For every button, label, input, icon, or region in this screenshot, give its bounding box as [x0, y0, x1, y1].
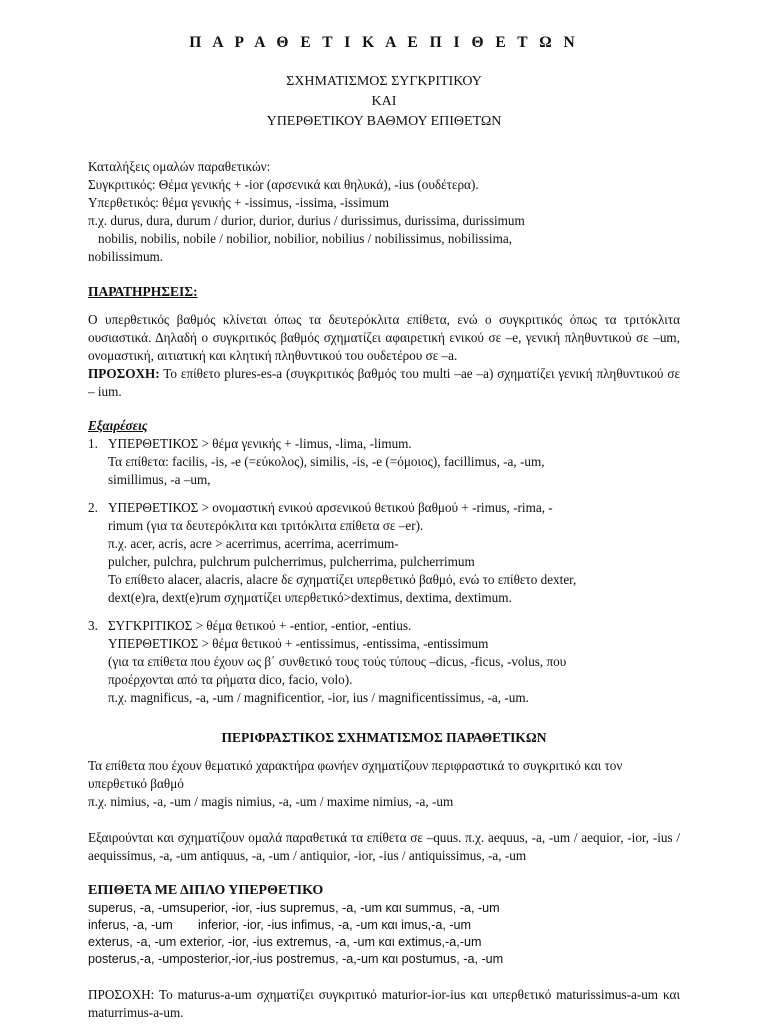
exception-item-2 [88, 499, 680, 607]
subtitle-line-2: ΚΑΙ [371, 94, 397, 109]
remarks-heading: ΠΑΡΑΤΗΡΗΣΕΙΣ: [88, 284, 198, 299]
periphrastic-example: π.χ. nimius, -a, -um / magis nimius, -a, -um / maxime nimius, -a, -um [88, 794, 454, 809]
item-line: π.χ. magnificus, -a, -um / magnificentior, -ior, ius / magnificentissimus, -a, -um. [108, 690, 529, 705]
item-line: rimum (για τα δευτερόκλιτα και τριτόκλιτα επίθετα σε –er). [108, 518, 424, 533]
exception-item-1 [88, 435, 680, 489]
intro-line: Καταλήξεις ομαλών παραθετικών: [88, 159, 271, 174]
item-line: ΥΠΕΡΘΕΤΙΚΟΣ > ονομαστική ενικού αρσενικού θετικού βαθμού + -rimus, -rima, - [108, 500, 553, 515]
list-item: inferus, -a, -um inferior, -ior, -ius infimus, -a, -um και imus,-a, -um [88, 918, 472, 932]
item-line: ΥΠΕΡΘΕΤΙΚΟΣ > θέμα γενικής + -limus, -lima, -limum. [108, 436, 412, 451]
periphrastic-paragraph: Τα επίθετα που έχουν θεματικό χαρακτήρα φωνήεν σχηματίζουν περιφραστικά το συγκριτικό και τον υπερθετικό βαθμό [88, 758, 623, 791]
double-superlative-list [88, 900, 680, 968]
page-title: Π Α Ρ Α Θ Ε Τ Ι Κ Α Ε Π Ι Θ Ε Τ Ω Ν [189, 34, 579, 51]
item-number: 1. [88, 436, 98, 451]
caution-paragraph [88, 365, 680, 401]
item-line: Το επίθετο alacer, alacris, alacre δε σχηματίζει υπερθετικό βαθμό, ενώ το επίθετο dexter, [108, 572, 577, 587]
intro-line: nobilissimum. [88, 249, 164, 264]
caution-label: ΠΡΟΣΟΧΗ: [88, 366, 160, 381]
remarks-paragraph: Ο υπερθετικός βαθμός κλίνεται όπως τα δευτερόκλιτα επίθετα, ενώ ο συγκριτικός όπως τα τριτόκλιτα ουσιαστικά. Δηλαδή ο συγκριτικός βαθμός σχηματίζει αφαιρετική ενικού σε –e, γενική πληθυντικού σε –um, ονομαστική, αιτιατική και κλητική πληθυντικού του ουδετέρου σε –a. [88, 312, 680, 363]
item-line: ΥΠΕΡΘΕΤΙΚΟΣ > θέμα θετικού + -entissimus, -entissima, -entissimum [108, 636, 489, 651]
item-number: 2. [88, 500, 98, 515]
intro-line: nobilis, nobilis, nobile / nobilior, nobilior, nobilius / nobilissimus, nobilissima, [98, 231, 513, 246]
regular-exceptions-paragraph: Εξαιρούνται και σχηματίζουν ομαλά παραθετικά τα επίθετα σε –quus. π.χ. aequus, -a, -um / aequior, -ior, -ius / aequissimus, -a, -um antiquus, -a, -um / antiquior, -ior, -ius / antiquissimus, -a, -um [88, 830, 680, 863]
intro-line: Υπερθετικός: θέμα γενικής + -issimus, -issima, -issimum [88, 195, 390, 210]
item-line: προέρχονται από τα ρήματα dico, facio, volo). [108, 672, 353, 687]
item-line: (για τα επίθετα που έχουν ως β΄ συνθετικό τους τούς τύπους –dicus, -ficus, -volus, που [108, 654, 567, 669]
item-line: pulcher, pulchra, pulchrum pulcherrimus, pulcherrima, pulcherrimum [108, 554, 475, 569]
exception-item-3 [88, 617, 680, 707]
item-number: 3. [88, 618, 98, 633]
list-item: exterus, -a, -um exterior, -ior, -ius extremus, -a, -um και extimus,-a,-um [88, 935, 482, 949]
final-caution-paragraph: ΠΡΟΣΟΧΗ: Το maturus-a-um σχηματίζει συγκριτικό maturior-ior-ius και υπερθετικό maturissimus-a-um και maturrimus-a-um. [88, 987, 680, 1020]
item-line: ΣΥΓΚΡΙΤΙΚΟΣ > θέμα θετικού + -entior, -entior, -entius. [108, 618, 412, 633]
item-line: dext(e)ra, dext(e)rum σχηματίζει υπερθετικό>dextimus, dextima, dextimum. [108, 590, 512, 605]
list-item: superus, -a, -umsuperior, -ior, -ius supremus, -a, -um και summus, -a, -um [88, 901, 500, 915]
intro-section [88, 158, 680, 266]
subtitle-line-3: ΥΠΕΡΘΕΤΙΚΟΥ ΒΑΘΜΟΥ ΕΠΙΘΕΤΩΝ [266, 114, 502, 129]
intro-line: π.χ. durus, dura, durum / durior, durior, durius / durissimus, durissima, durissimum [88, 213, 525, 228]
exceptions-heading: Εξαιρέσεις [88, 418, 148, 433]
periphrastic-heading: ΠΕΡΙΦΡΑΣΤΙΚΟΣ ΣΧΗΜΑΤΙΣΜΟΣ ΠΑΡΑΘΕΤΙΚΩΝ [221, 730, 547, 745]
subtitle-line-1: ΣΧΗΜΑΤΙΣΜΟΣ ΣΥΓΚΡΙΤΙΚΟΥ [286, 74, 482, 89]
item-line: simillimus, -a –um, [108, 472, 211, 487]
list-item: posterus,-a, -umposterior,-ior,-ius postremus, -a,-um και postumus, -a, -um [88, 952, 504, 966]
caution-text: Το επίθετο plures-es-a (συγκριτικός βαθμός του multi –ae –a) σχηματίζει γενική πληθυντικού σε – ium. [88, 366, 680, 399]
item-line: Τα επίθετα: facilis, -is, -e (=εύκολος), similis, -is, -e (=όμοιος), facillimus, -a, -um, [108, 454, 545, 469]
double-superlative-heading: ΕΠΙΘΕΤΑ ΜΕ ΔΙΠΛΟ ΥΠΕΡΘΕΤΙΚΟ [88, 883, 324, 898]
intro-line: Συγκριτικός: Θέμα γενικής + -ior (αρσενικά και θηλυκά), -ius (ουδέτερα). [88, 177, 479, 192]
item-line: π.χ. acer, acris, acre > acerrimus, acerrima, acerrimum- [108, 536, 399, 551]
